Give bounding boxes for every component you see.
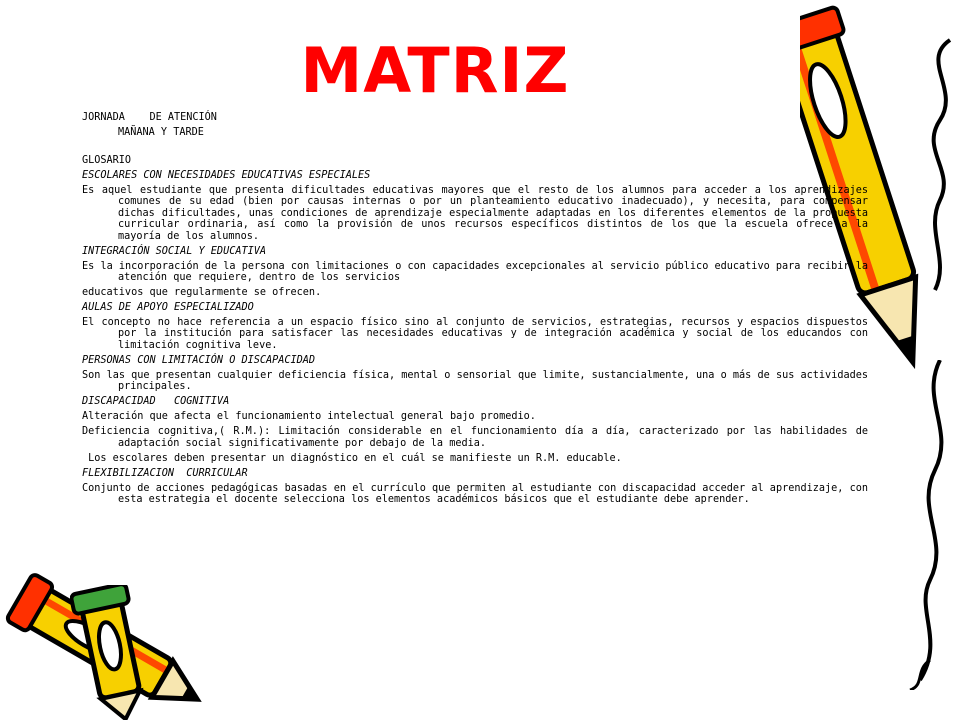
entry-body: Es aquel estudiante que presenta dificultades educativas mayores que el resto de los alumnos para acceder a los aprendizajes comunes de su edad (bien por causas internas o por un planteamiento educativo inadecuado), y necesita, para compensar dichas dificultades, unas condiciones de aprendizaje especialmente adaptadas en los diferentes elementos de la propuesta curricular ordinaria, así como la provisión de unos recursos específicos distintos de los que la escuela ofrece a la mayoría de los alumnos. — [82, 185, 868, 242]
entry-heading: AULAS DE APOYO ESPECIALIZADO — [82, 302, 254, 314]
entry-body: El concepto no hace referencia a un espacio físico sino al conjunto de servicios, estrategias, recursos y espacios dispuestos por la institución para satisfacer las necesidades educativas y de integración académica y social de los educandos con limitación cognitiva leve. — [82, 317, 868, 351]
entry-body: Es la incorporación de la persona con limitaciones o con capacidades excepcionales al servicio público educativo para recibir la atención que requiere, dentro de los servicios — [82, 260, 868, 284]
entry-heading: INTEGRACIÓN SOCIAL Y EDUCATIVA — [82, 245, 267, 257]
entry-body: Los escolares deben presentar un diagnóstico en el cuál se manifieste un R.M. educable. — [82, 452, 622, 464]
jornada-value: MAÑANA Y TARDE — [118, 127, 204, 138]
slide-body — [82, 112, 868, 509]
entry-heading: PERSONAS CON LIMITACIÓN O DISCAPACIDAD — [82, 354, 316, 366]
entry-body: Alteración que afecta el funcionamiento intelectual general bajo promedio. — [82, 411, 536, 423]
entry-body: Conjunto de acciones pedagógicas basadas en el currículo que permiten al estudiante con discapacidad acceder al aprendizaje, con esta estrategia el docente selecciona los elementos académicos básicos que el estudiante debe aprender. — [82, 482, 868, 506]
entry-body: educativos que regularmente se ofrecen. — [82, 287, 322, 299]
entry-heading: DISCAPACIDAD COGNITIVA — [82, 396, 230, 408]
entry-heading: FLEXIBILIZACION CURRICULAR — [82, 467, 248, 479]
entry-body: Son las que presentan cualquier deficiencia física, mental o sensorial que limite, sustancialmente, una o más de sus actividades principales. — [82, 369, 868, 393]
glosario-heading: GLOSARIO — [82, 155, 132, 166]
slide-title: MATRIZ — [300, 34, 570, 107]
entry-heading: ESCOLARES CON NECESIDADES EDUCATIVAS ESPECIALES — [82, 170, 371, 181]
pencil-bottom-left-small-icon — [70, 585, 160, 720]
ribbon-curl-right-icon — [900, 360, 960, 690]
entry-body: Deficiencia cognitiva,( R.M.): Limitación considerable en el funcionamiento día a día, caracterizado por las habilidades de adaptación social significativamente por debajo de la media. — [82, 426, 868, 449]
jornada-label: JORNADA DE ATENCIÓN — [82, 112, 217, 123]
